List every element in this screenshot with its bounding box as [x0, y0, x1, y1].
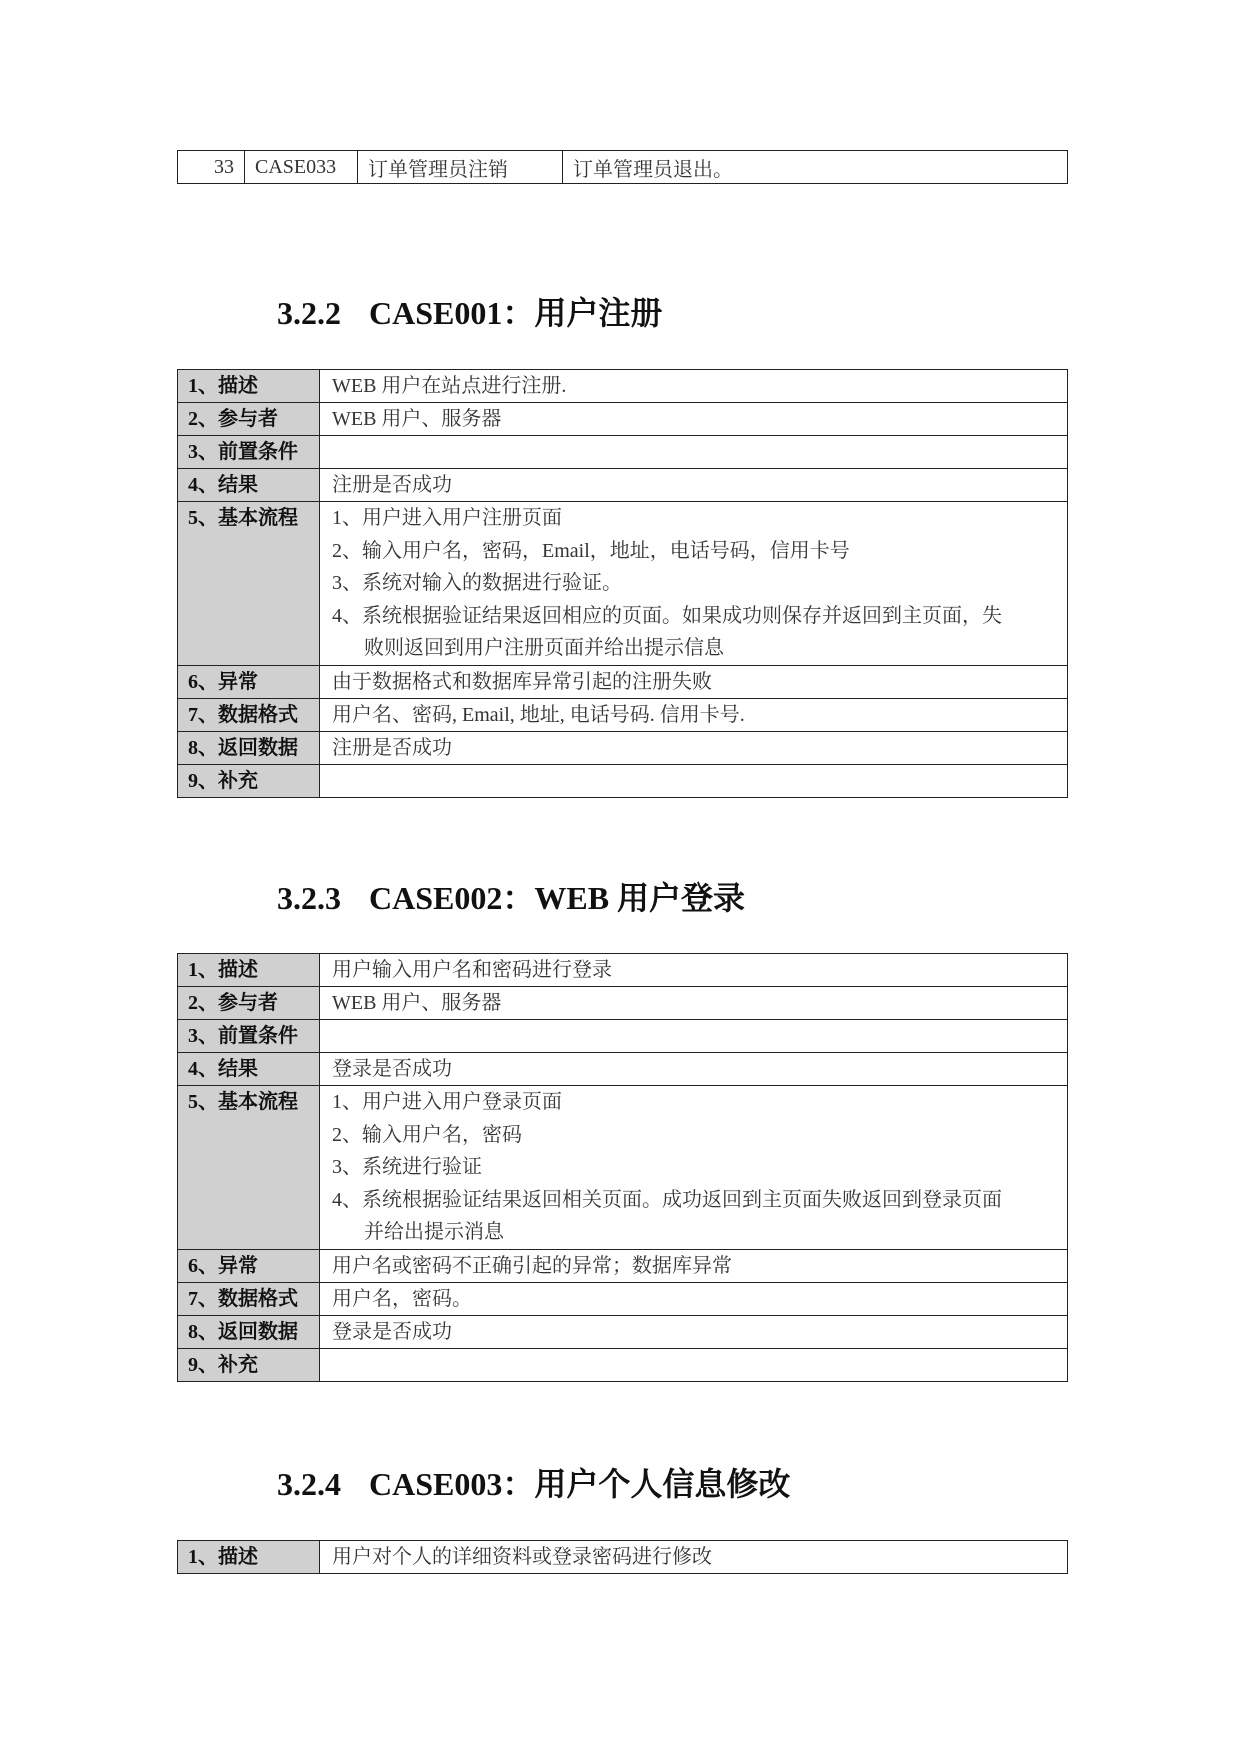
table-row	[178, 665, 1068, 698]
case-name: 订单管理员注销	[358, 151, 563, 184]
case-list-table	[177, 150, 1068, 184]
row-label: 1、描述	[178, 370, 320, 403]
row-label: 9、补充	[178, 764, 320, 797]
table-row	[178, 436, 1068, 469]
table-row	[178, 1086, 1068, 1250]
table-row	[178, 954, 1068, 987]
section-number: 3.2.2	[277, 295, 341, 331]
flow-step: 3、系统对输入的数据进行验证。	[332, 572, 622, 594]
row-label: 3、前置条件	[178, 436, 320, 469]
row-value: 注册是否成功	[320, 731, 1068, 764]
row-label: 8、返回数据	[178, 731, 320, 764]
section-heading-3-2-3	[277, 873, 745, 919]
table-row	[178, 1249, 1068, 1282]
row-label: 4、结果	[178, 469, 320, 502]
row-value: 登录是否成功	[320, 1053, 1068, 1086]
row-label: 7、数据格式	[178, 698, 320, 731]
row-label: 6、异常	[178, 665, 320, 698]
row-label: 9、补充	[178, 1348, 320, 1381]
flow-step: 败则返回到用户注册页面并给出提示信息	[364, 637, 724, 659]
table-row	[178, 469, 1068, 502]
row-value	[320, 764, 1068, 797]
flow-step: 2、输入用户名，密码，Email，地址，电话号码，信用卡号	[332, 539, 850, 562]
row-label: 5、基本流程	[178, 1086, 320, 1250]
row-value: 用户输入用户名和密码进行登录	[320, 954, 1068, 987]
row-value: 登录是否成功	[320, 1315, 1068, 1348]
row-label: 6、异常	[178, 1249, 320, 1282]
row-value: WEB 用户、服务器	[320, 403, 1068, 436]
row-value: 用户对个人的详细资料或登录密码进行修改	[320, 1541, 1068, 1574]
row-value: WEB 用户在站点进行注册.	[320, 370, 1068, 403]
section-number: 3.2.3	[277, 880, 341, 916]
use-case-table-case002	[177, 953, 1068, 1382]
section-number: 3.2.4	[277, 1466, 341, 1502]
section-heading-3-2-4	[277, 1459, 790, 1505]
flow-step: 4、系统根据验证结果返回相应的页面。如果成功则保存并返回到主页面，失	[332, 604, 1002, 627]
table-row	[178, 403, 1068, 436]
row-value: WEB 用户、服务器	[320, 987, 1068, 1020]
table-row	[178, 370, 1068, 403]
table-row	[178, 1541, 1068, 1574]
row-label: 2、参与者	[178, 403, 320, 436]
row-label: 1、描述	[178, 1541, 320, 1574]
row-label: 7、数据格式	[178, 1282, 320, 1315]
flow-step: 1、用户进入用户注册页面	[332, 507, 562, 529]
section-title: CASE003：用户个人信息修改	[369, 1466, 791, 1502]
row-label: 3、前置条件	[178, 1020, 320, 1053]
flow-step: 4、系统根据验证结果返回相关页面。成功返回到主页面失败返回到登录页面	[332, 1188, 1002, 1211]
flow-step: 并给出提示消息	[364, 1221, 504, 1243]
row-value: 用户名，密码。	[320, 1282, 1068, 1315]
section-title: CASE001：用户注册	[369, 295, 663, 331]
table-row	[178, 987, 1068, 1020]
row-label: 2、参与者	[178, 987, 320, 1020]
section-heading-3-2-2	[277, 288, 662, 334]
table-row	[178, 764, 1068, 797]
row-value	[320, 436, 1068, 469]
row-label: 8、返回数据	[178, 1315, 320, 1348]
row-value: 用户名、密码, Email, 地址, 电话号码. 信用卡号.	[320, 698, 1068, 731]
table-row	[178, 1315, 1068, 1348]
flow-steps	[320, 502, 1068, 666]
use-case-table-case001	[177, 369, 1068, 798]
row-label: 4、结果	[178, 1053, 320, 1086]
table-row	[178, 1282, 1068, 1315]
row-label: 1、描述	[178, 954, 320, 987]
table-row	[178, 1053, 1068, 1086]
table-row	[178, 1348, 1068, 1381]
table-row	[178, 151, 1068, 184]
section-title: CASE002：WEB 用户登录	[369, 880, 746, 916]
table-row	[178, 1020, 1068, 1053]
flow-step: 2、输入用户名，密码	[332, 1123, 522, 1146]
row-value: 由于数据格式和数据库异常引起的注册失败	[320, 665, 1068, 698]
table-row	[178, 502, 1068, 666]
row-label: 5、基本流程	[178, 502, 320, 666]
row-value	[320, 1020, 1068, 1053]
row-value: 注册是否成功	[320, 469, 1068, 502]
flow-step: 3、系统进行验证	[332, 1156, 482, 1178]
case-number: 33	[178, 151, 245, 184]
use-case-table-case003	[177, 1540, 1068, 1574]
case-description: 订单管理员退出。	[563, 151, 1068, 184]
flow-step: 1、用户进入用户登录页面	[332, 1091, 562, 1113]
flow-steps	[320, 1086, 1068, 1250]
row-value	[320, 1348, 1068, 1381]
row-value: 用户名或密码不正确引起的异常；数据库异常	[320, 1249, 1068, 1282]
case-id: CASE033	[245, 151, 358, 184]
table-row	[178, 698, 1068, 731]
table-row	[178, 731, 1068, 764]
